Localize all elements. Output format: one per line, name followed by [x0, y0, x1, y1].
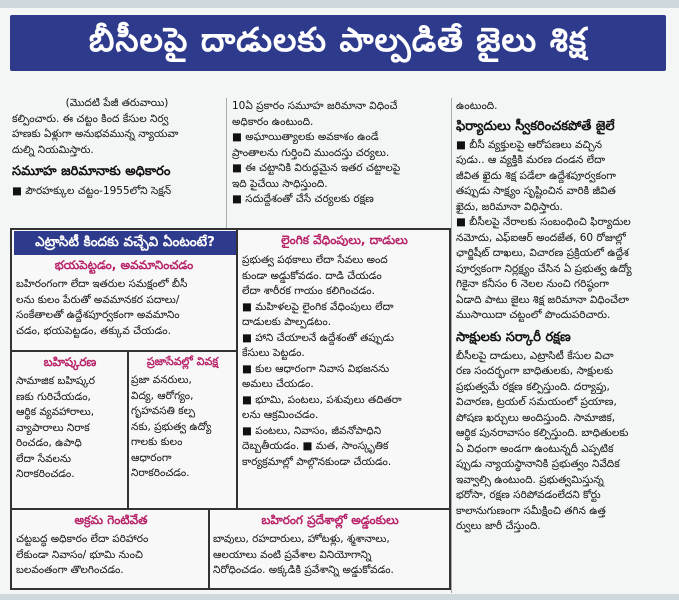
col3-subhead-1: ఫిర్యాదులు స్వీకరించకపోతే జైలే — [456, 118, 615, 134]
section-harassment — [242, 233, 447, 505]
col1-paragraph-2: ■ పౌరహక్కుల చట్టం-1955లోని సెక్షన్ — [12, 185, 172, 197]
section-boycott-text: సామాజిక బహిష్కర ణకు గురిచేయడం, ఆర్థిక వ్యవహారాలు, వ్యాపారాలు నిరాక రించడం, ఉపాధి లేదా సేవలను నిరాకరించడం. — [16, 375, 95, 480]
section-eviction-title: అక్రమ గెంటివేత — [74, 513, 148, 527]
section-discrimination-title: ప్రజాసేవల్లో వివక్ష — [146, 355, 219, 368]
section-intimidation-text: బహిరంగంగా లేదా ఇతరుల సమక్షంలో బీసీ లను కులం పేరుతో అవమానకర పదాలు/ సంకేతాలతో ఉద్దేశపూర్వకంగా అవమానిం చడం, భయపెట్టడం, తక్కువ చేయడం. — [16, 278, 188, 337]
headline: బీసీలపై దాడులకు పాల్పడితే జైలు శిక్ష — [10, 15, 666, 71]
section-public-access-text: బావులు, రహదారులు, హోటళ్లు, శ్మశానాలు, ఆలయాలు వంటి ప్రవేశాల వినియోగాన్ని నిరోధించడం. అక్కడికి ప్రవేశాన్ని అడ్డుకోవడం. — [213, 533, 394, 576]
box-divider-horizontal-2 — [12, 508, 449, 510]
box-header: ఎట్రాసిటీ కిందకు వచ్చేవి ఏంటంటే? — [14, 231, 236, 255]
section-harassment-text: ప్రభుత్వ పథకాలు లేదా సేవలు అంద కుండా అడ్డుకోవడం. దాడి చేయడం లేదా శారీరక గాయం కలిగించడం. ■ మహిళలపై లైంగిక వేధింపులు లేదా దాడులకు పాల్పడటం. ■ హాని చేయాలనే ఉద్దేశంతో తప్పుడు కేసులు పెట్టడం. ■ కుల ఆధారంగా నివాస విభజనను అమలు చేయడం. ■ భూమి, పంటలు, పశువులు తదితరా లను ఆక్రమించడం. ■ పంటలు, నివాసం, జీవనోపాధిని దెబ్బతీయడం. ■ మత, సాంస్కృతిక కార్యక్రమాల్లో పాల్గొనకుండా చేయడం. — [242, 254, 402, 468]
section-public-access-title: బహిరంగ ప్రదేశాల్లో అడ్డంకులు — [261, 513, 399, 527]
col3-subhead-2: సాక్షులకు సర్కారీ రక్షణ — [456, 329, 571, 345]
section-discrimination-text: ప్రజా వనరులు, విద్య, ఆరోగ్యం, గృహవసతి కల్ప నకు, ప్రభుత్వ ఉద్యో గాలకు కులం ఆధారంగా నిరాకరించడం. — [131, 374, 212, 479]
bottom-strip — [0, 594, 679, 600]
section-eviction — [16, 513, 206, 587]
section-intimidation-title: భయపెట్టడం, అవమానించడం — [54, 258, 194, 272]
continued-note: (మొదటి పేజీ తరువాయి) — [65, 97, 169, 109]
section-boycott — [16, 355, 124, 505]
gutter-1 — [226, 98, 227, 228]
section-harassment-title: లైంగిక వేధింపులు, దాడులు — [281, 233, 408, 247]
col1-subhead: సమూహ జరిమానాకు అధికారం — [12, 164, 171, 179]
top-strip — [0, 0, 679, 8]
section-public-access — [213, 513, 447, 587]
column-3 — [456, 99, 670, 593]
section-boycott-title: బహిష్కరణ — [43, 355, 97, 369]
box-divider-vertical-main — [236, 230, 238, 508]
gutter-2 — [451, 98, 452, 593]
box-divider-vertical-3 — [208, 510, 210, 588]
section-intimidation — [16, 258, 232, 348]
section-eviction-text: చట్టబద్ధ అధికారం లేదా పరిహారం లేకుండా నివాసం/ భూమి నుంచి బలవంతంగా తొలగించడం. — [16, 533, 149, 576]
col3-paragraph-1: ఉంటుంది. — [456, 100, 498, 112]
col1-paragraph-1: కల్పించారు. ఈ చట్టం కింద కేసుల నిర్వ హణకు ఏళ్లుగా అనుభవమున్న న్యాయవా దుల్ని నియమిస్తారు. — [12, 112, 179, 156]
column-1 — [12, 96, 222, 228]
col3-paragraph-3: బీసీలపై దాడులు, ఎట్రాసిటీ కేసుల విచా రణ సందర్భంగా బాధితులకు, సాక్షులకు ప్రభుత్వమే రక్షణ కల్పిస్తుంది. దర్యాప్తు, విచారణ, ట్రయల్ సమయంలో ప్రయాణ, పోషణ ఖర్చులు అందిస్తుంది. సామాజిక, ఆర్థిక పునరావాసం కల్పిస్తుంది. బాధితులకు ఏ విధంగా అండగా ఉంటున్నదీ ఎప్పటిక ప్పుడు న్యాయస్థానానికి ప్రభుత్వం నివేదిక ఇవ్వాల్సి ఉంటుంది. ప్రభుత్వమిస్తున్న భరోసా, రక్షణ సరిపోవడంలేదని కోర్టు కాలానుగుణంగా సమీక్షించి తగిన ఉత్త ర్వులు జారీ చేస్తుంది. — [456, 349, 629, 532]
col3-paragraph-2: ■ బీసీ వ్యక్తులపై ఆరోపణలు వచ్చిన పుడు.. ఆ వ్యక్తికి మరణ దండన లేదా జీవిత ఖైదు శిక్ష పడేలా ఉద్దేశపూర్వకంగా తప్పుడు సాక్ష్యం సృష్టించిన వారికి జీవిత ఖైదు, జరిమానా విధిస్తారు. ■ బీసీలపై నేరాలకు సంబంధించి ఫిర్యాదుల నమోదు, ఎఫ్‌ఐఆర్ అందజేత, 60 రోజుల్లో ఛార్జిషీట్ దాఖలు, విచారణ ప్రక్రియలో ఉద్దేశ పూర్వకంగా నిర్లక్ష్యం చేసిన ఏ ప్రభుత్వ ఉద్యో గికైనా కనీసం 6 నెలల నుంచి గరిష్ఠంగా ఏడాది పాటు జైలు శిక్ష జరిమానా విధించేలా ముసాయిదా చట్టంలో పొందుపరిచారు. — [456, 138, 632, 321]
column-2 — [232, 99, 446, 227]
box-divider-vertical-2 — [127, 352, 129, 508]
section-discrimination — [131, 355, 234, 505]
box-divider-horizontal-1 — [12, 350, 236, 352]
col2-paragraph: 10ఏ ప్రకారం సమూహ జరిమానా విధించే అధికారం ఉంటుంది. ■ అఘాయిత్యాలకు అవకాశం ఉండే ప్రాంతాలను గుర్తించి ముందస్తు చర్యలు. ■ ఈ చట్టానికి విరుద్ధమైన ఇతర చట్టాలపై ఇది పైచేయి సాధిస్తుంది. ■ సదుద్దేశంతో చేసే చర్యలకు రక్షణ — [232, 100, 401, 205]
